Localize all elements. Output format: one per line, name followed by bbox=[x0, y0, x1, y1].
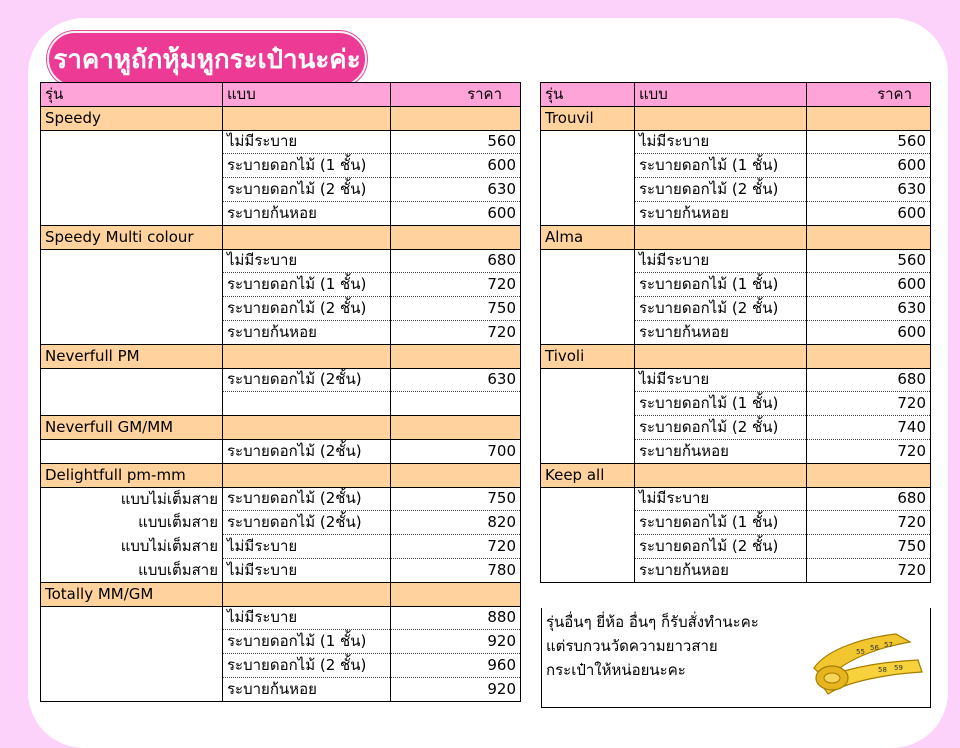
price-value: 960 bbox=[391, 654, 521, 678]
table-header-row bbox=[41, 83, 521, 107]
price-row bbox=[41, 392, 521, 416]
price-row bbox=[541, 154, 931, 178]
price-value: 680 bbox=[391, 249, 521, 273]
variant-label: แบบเต็มสาย bbox=[41, 558, 223, 582]
category-filler bbox=[223, 225, 391, 249]
variant-label bbox=[541, 558, 635, 582]
category-row bbox=[41, 106, 521, 130]
price-row bbox=[541, 249, 931, 273]
style-label: ระบายดอกไม้ (1 ชั้น) bbox=[635, 154, 807, 178]
category-row bbox=[41, 225, 521, 249]
category-filler bbox=[223, 344, 391, 368]
price-value: 600 bbox=[807, 320, 931, 344]
variant-label bbox=[41, 154, 223, 178]
price-row bbox=[541, 392, 931, 416]
price-value: 920 bbox=[391, 677, 521, 701]
price-value: 600 bbox=[391, 154, 521, 178]
style-label: ระบายดอกไม้ (2 ชั้น) bbox=[223, 178, 391, 202]
variant-label bbox=[541, 320, 635, 344]
price-row bbox=[41, 320, 521, 344]
price-row bbox=[41, 630, 521, 654]
variant-label bbox=[41, 677, 223, 701]
measuring-tape-icon bbox=[806, 620, 928, 700]
category-name: Delightfull pm-mm bbox=[41, 463, 223, 487]
style-label: ระบายดอกไม้ (2 ชั้น) bbox=[223, 654, 391, 678]
style-label: ไม่มีระบาย bbox=[635, 249, 807, 273]
category-filler bbox=[635, 344, 807, 368]
category-row bbox=[541, 344, 931, 368]
price-value: 880 bbox=[391, 606, 521, 630]
variant-label bbox=[541, 368, 635, 392]
price-value: 680 bbox=[807, 487, 931, 511]
variant-label bbox=[541, 535, 635, 559]
tape-number: 56 bbox=[870, 644, 879, 652]
header-price: ราคา bbox=[807, 83, 931, 107]
price-value: 720 bbox=[391, 273, 521, 297]
header-model: รุ่น bbox=[541, 83, 635, 107]
tape-number: 58 bbox=[878, 666, 887, 674]
note-line: แต่รบกวนวัดความยาวสาย bbox=[546, 637, 718, 655]
price-value: 600 bbox=[807, 154, 931, 178]
category-name: Neverfull GM/MM bbox=[41, 416, 223, 440]
style-label: ระบายก้นหอย bbox=[635, 439, 807, 463]
category-filler bbox=[391, 106, 521, 130]
style-label: ระบายก้นหอย bbox=[223, 677, 391, 701]
price-value: 680 bbox=[807, 368, 931, 392]
variant-label bbox=[541, 487, 635, 511]
variant-label bbox=[41, 320, 223, 344]
style-label: ระบายดอกไม้ (2ชั้น) bbox=[223, 439, 391, 463]
style-label: ไม่มีระบาย bbox=[223, 130, 391, 154]
variant-label bbox=[41, 439, 223, 463]
price-value: 780 bbox=[391, 558, 521, 582]
price-value: 720 bbox=[807, 558, 931, 582]
price-value: 600 bbox=[807, 273, 931, 297]
price-row bbox=[541, 297, 931, 321]
variant-label: แบบเต็มสาย bbox=[41, 511, 223, 535]
price-row bbox=[541, 511, 931, 535]
category-filler bbox=[807, 225, 931, 249]
variant-label bbox=[541, 416, 635, 440]
category-name: Alma bbox=[541, 225, 635, 249]
variant-label bbox=[541, 154, 635, 178]
price-value: 750 bbox=[391, 297, 521, 321]
price-row bbox=[541, 201, 931, 225]
category-row bbox=[41, 463, 521, 487]
category-filler bbox=[391, 582, 521, 606]
category-filler bbox=[223, 582, 391, 606]
price-value: 600 bbox=[807, 201, 931, 225]
style-label: ระบายดอกไม้ (2 ชั้น) bbox=[635, 535, 807, 559]
variant-label bbox=[41, 273, 223, 297]
price-row bbox=[41, 273, 521, 297]
category-filler bbox=[807, 106, 931, 130]
price-value: 560 bbox=[807, 130, 931, 154]
header-style: แบบ bbox=[223, 83, 391, 107]
price-value: 560 bbox=[391, 130, 521, 154]
category-row bbox=[41, 344, 521, 368]
style-label: ระบายก้นหอย bbox=[635, 201, 807, 225]
price-value: 740 bbox=[807, 416, 931, 440]
price-row bbox=[541, 439, 931, 463]
variant-label bbox=[541, 249, 635, 273]
style-label: ไม่มีระบาย bbox=[223, 535, 391, 559]
style-label: ระบายก้นหอย bbox=[223, 201, 391, 225]
right-price-table bbox=[540, 82, 931, 583]
category-row bbox=[541, 225, 931, 249]
price-row bbox=[41, 439, 521, 463]
category-name: Speedy bbox=[41, 106, 223, 130]
category-name: Speedy Multi colour bbox=[41, 225, 223, 249]
category-row bbox=[541, 106, 931, 130]
price-row bbox=[41, 297, 521, 321]
style-label: ไม่มีระบาย bbox=[635, 130, 807, 154]
category-filler bbox=[807, 463, 931, 487]
left-price-table bbox=[40, 82, 521, 702]
style-label: ระบายดอกไม้ (2 ชั้น) bbox=[635, 178, 807, 202]
price-row bbox=[541, 178, 931, 202]
price-value: 720 bbox=[807, 511, 931, 535]
price-row bbox=[41, 130, 521, 154]
variant-label bbox=[41, 297, 223, 321]
variant-label bbox=[541, 439, 635, 463]
price-value bbox=[391, 392, 521, 416]
tape-number: 55 bbox=[856, 648, 865, 656]
variant-label bbox=[41, 630, 223, 654]
category-filler bbox=[807, 344, 931, 368]
style-label bbox=[223, 392, 391, 416]
style-label: ไม่มีระบาย bbox=[223, 249, 391, 273]
price-row bbox=[541, 368, 931, 392]
variant-label bbox=[41, 606, 223, 630]
variant-label bbox=[541, 297, 635, 321]
price-row bbox=[541, 487, 931, 511]
category-name: Neverfull PM bbox=[41, 344, 223, 368]
price-value: 630 bbox=[391, 368, 521, 392]
header-style: แบบ bbox=[635, 83, 807, 107]
style-label: ระบายดอกไม้ (2ชั้น) bbox=[223, 368, 391, 392]
price-value: 720 bbox=[391, 535, 521, 559]
price-row bbox=[41, 487, 521, 511]
category-name: Keep all bbox=[541, 463, 635, 487]
style-label: ระบายดอกไม้ (2 ชั้น) bbox=[635, 297, 807, 321]
price-value: 820 bbox=[391, 511, 521, 535]
price-value: 630 bbox=[807, 297, 931, 321]
price-value: 700 bbox=[391, 439, 521, 463]
header-model: รุ่น bbox=[41, 83, 223, 107]
price-value: 560 bbox=[807, 249, 931, 273]
category-filler bbox=[391, 463, 521, 487]
price-row bbox=[541, 416, 931, 440]
category-name: Trouvil bbox=[541, 106, 635, 130]
header-price: ราคา bbox=[391, 83, 521, 107]
variant-label: แบบไม่เต็มสาย bbox=[41, 487, 223, 511]
category-filler bbox=[391, 225, 521, 249]
price-row bbox=[41, 511, 521, 535]
category-filler bbox=[223, 416, 391, 440]
price-row bbox=[41, 154, 521, 178]
price-row bbox=[41, 606, 521, 630]
variant-label bbox=[541, 201, 635, 225]
style-label: ระบายก้นหอย bbox=[635, 320, 807, 344]
category-row bbox=[41, 582, 521, 606]
price-row bbox=[41, 368, 521, 392]
price-value: 720 bbox=[807, 392, 931, 416]
style-label: ระบายดอกไม้ (1 ชั้น) bbox=[635, 273, 807, 297]
price-value: 750 bbox=[807, 535, 931, 559]
style-label: ไม่มีระบาย bbox=[223, 558, 391, 582]
category-filler bbox=[635, 225, 807, 249]
price-row bbox=[541, 130, 931, 154]
price-row bbox=[41, 201, 521, 225]
price-row bbox=[41, 178, 521, 202]
variant-label bbox=[541, 392, 635, 416]
style-label: ระบายดอกไม้ (1 ชั้น) bbox=[223, 630, 391, 654]
variant-label bbox=[41, 654, 223, 678]
price-row bbox=[41, 558, 521, 582]
category-filler bbox=[391, 416, 521, 440]
style-label: ไม่มีระบาย bbox=[223, 606, 391, 630]
category-name: Totally MM/GM bbox=[41, 582, 223, 606]
variant-label bbox=[541, 130, 635, 154]
style-label: ระบายดอกไม้ (1 ชั้น) bbox=[223, 154, 391, 178]
style-label: ระบายก้นหอย bbox=[635, 558, 807, 582]
variant-label bbox=[41, 130, 223, 154]
variant-label bbox=[41, 392, 223, 416]
tape-number: 59 bbox=[894, 664, 903, 672]
variant-label bbox=[41, 368, 223, 392]
price-value: 750 bbox=[391, 487, 521, 511]
style-label: ระบายดอกไม้ (2 ชั้น) bbox=[223, 297, 391, 321]
category-filler bbox=[223, 463, 391, 487]
category-filler bbox=[391, 344, 521, 368]
price-value: 920 bbox=[391, 630, 521, 654]
variant-label bbox=[41, 201, 223, 225]
style-label: ระบายดอกไม้ (1 ชั้น) bbox=[635, 511, 807, 535]
category-row bbox=[41, 416, 521, 440]
style-label: ระบายก้นหอย bbox=[223, 320, 391, 344]
style-label: ระบายดอกไม้ (2ชั้น) bbox=[223, 511, 391, 535]
price-row bbox=[41, 677, 521, 701]
variant-label: แบบไม่เต็มสาย bbox=[41, 535, 223, 559]
page-title: ราคาหูถักหุ้มหูกระเป๋านะค่ะ bbox=[47, 31, 367, 87]
style-label: ไม่มีระบาย bbox=[635, 487, 807, 511]
table-header-row bbox=[541, 83, 931, 107]
note-line: กระเป๋าให้หน่อยนะคะ bbox=[546, 661, 686, 679]
price-row bbox=[41, 249, 521, 273]
variant-label bbox=[541, 273, 635, 297]
price-row bbox=[41, 535, 521, 559]
category-filler bbox=[635, 106, 807, 130]
style-label: ระบายดอกไม้ (1 ชั้น) bbox=[223, 273, 391, 297]
style-label: ระบายดอกไม้ (2ชั้น) bbox=[223, 487, 391, 511]
category-row bbox=[541, 463, 931, 487]
price-value: 600 bbox=[391, 201, 521, 225]
style-label: ระบายดอกไม้ (2 ชั้น) bbox=[635, 416, 807, 440]
note-line: รุ่นอื่นๆ ยี่ห้อ อื่นๆ ก็รับสั่งทำนะคะ bbox=[546, 613, 759, 631]
price-value: 720 bbox=[807, 439, 931, 463]
price-value: 630 bbox=[391, 178, 521, 202]
tape-number: 57 bbox=[884, 641, 893, 649]
variant-label bbox=[541, 178, 635, 202]
category-name: Tivoli bbox=[541, 344, 635, 368]
price-row bbox=[541, 320, 931, 344]
category-filler bbox=[635, 463, 807, 487]
style-label: ไม่มีระบาย bbox=[635, 368, 807, 392]
category-filler bbox=[223, 106, 391, 130]
price-value: 630 bbox=[807, 178, 931, 202]
price-row bbox=[541, 558, 931, 582]
price-row bbox=[541, 535, 931, 559]
variant-label bbox=[41, 249, 223, 273]
price-row bbox=[41, 654, 521, 678]
style-label: ระบายดอกไม้ (1 ชั้น) bbox=[635, 392, 807, 416]
price-value: 720 bbox=[391, 320, 521, 344]
variant-label bbox=[541, 511, 635, 535]
variant-label bbox=[41, 178, 223, 202]
price-row bbox=[541, 273, 931, 297]
